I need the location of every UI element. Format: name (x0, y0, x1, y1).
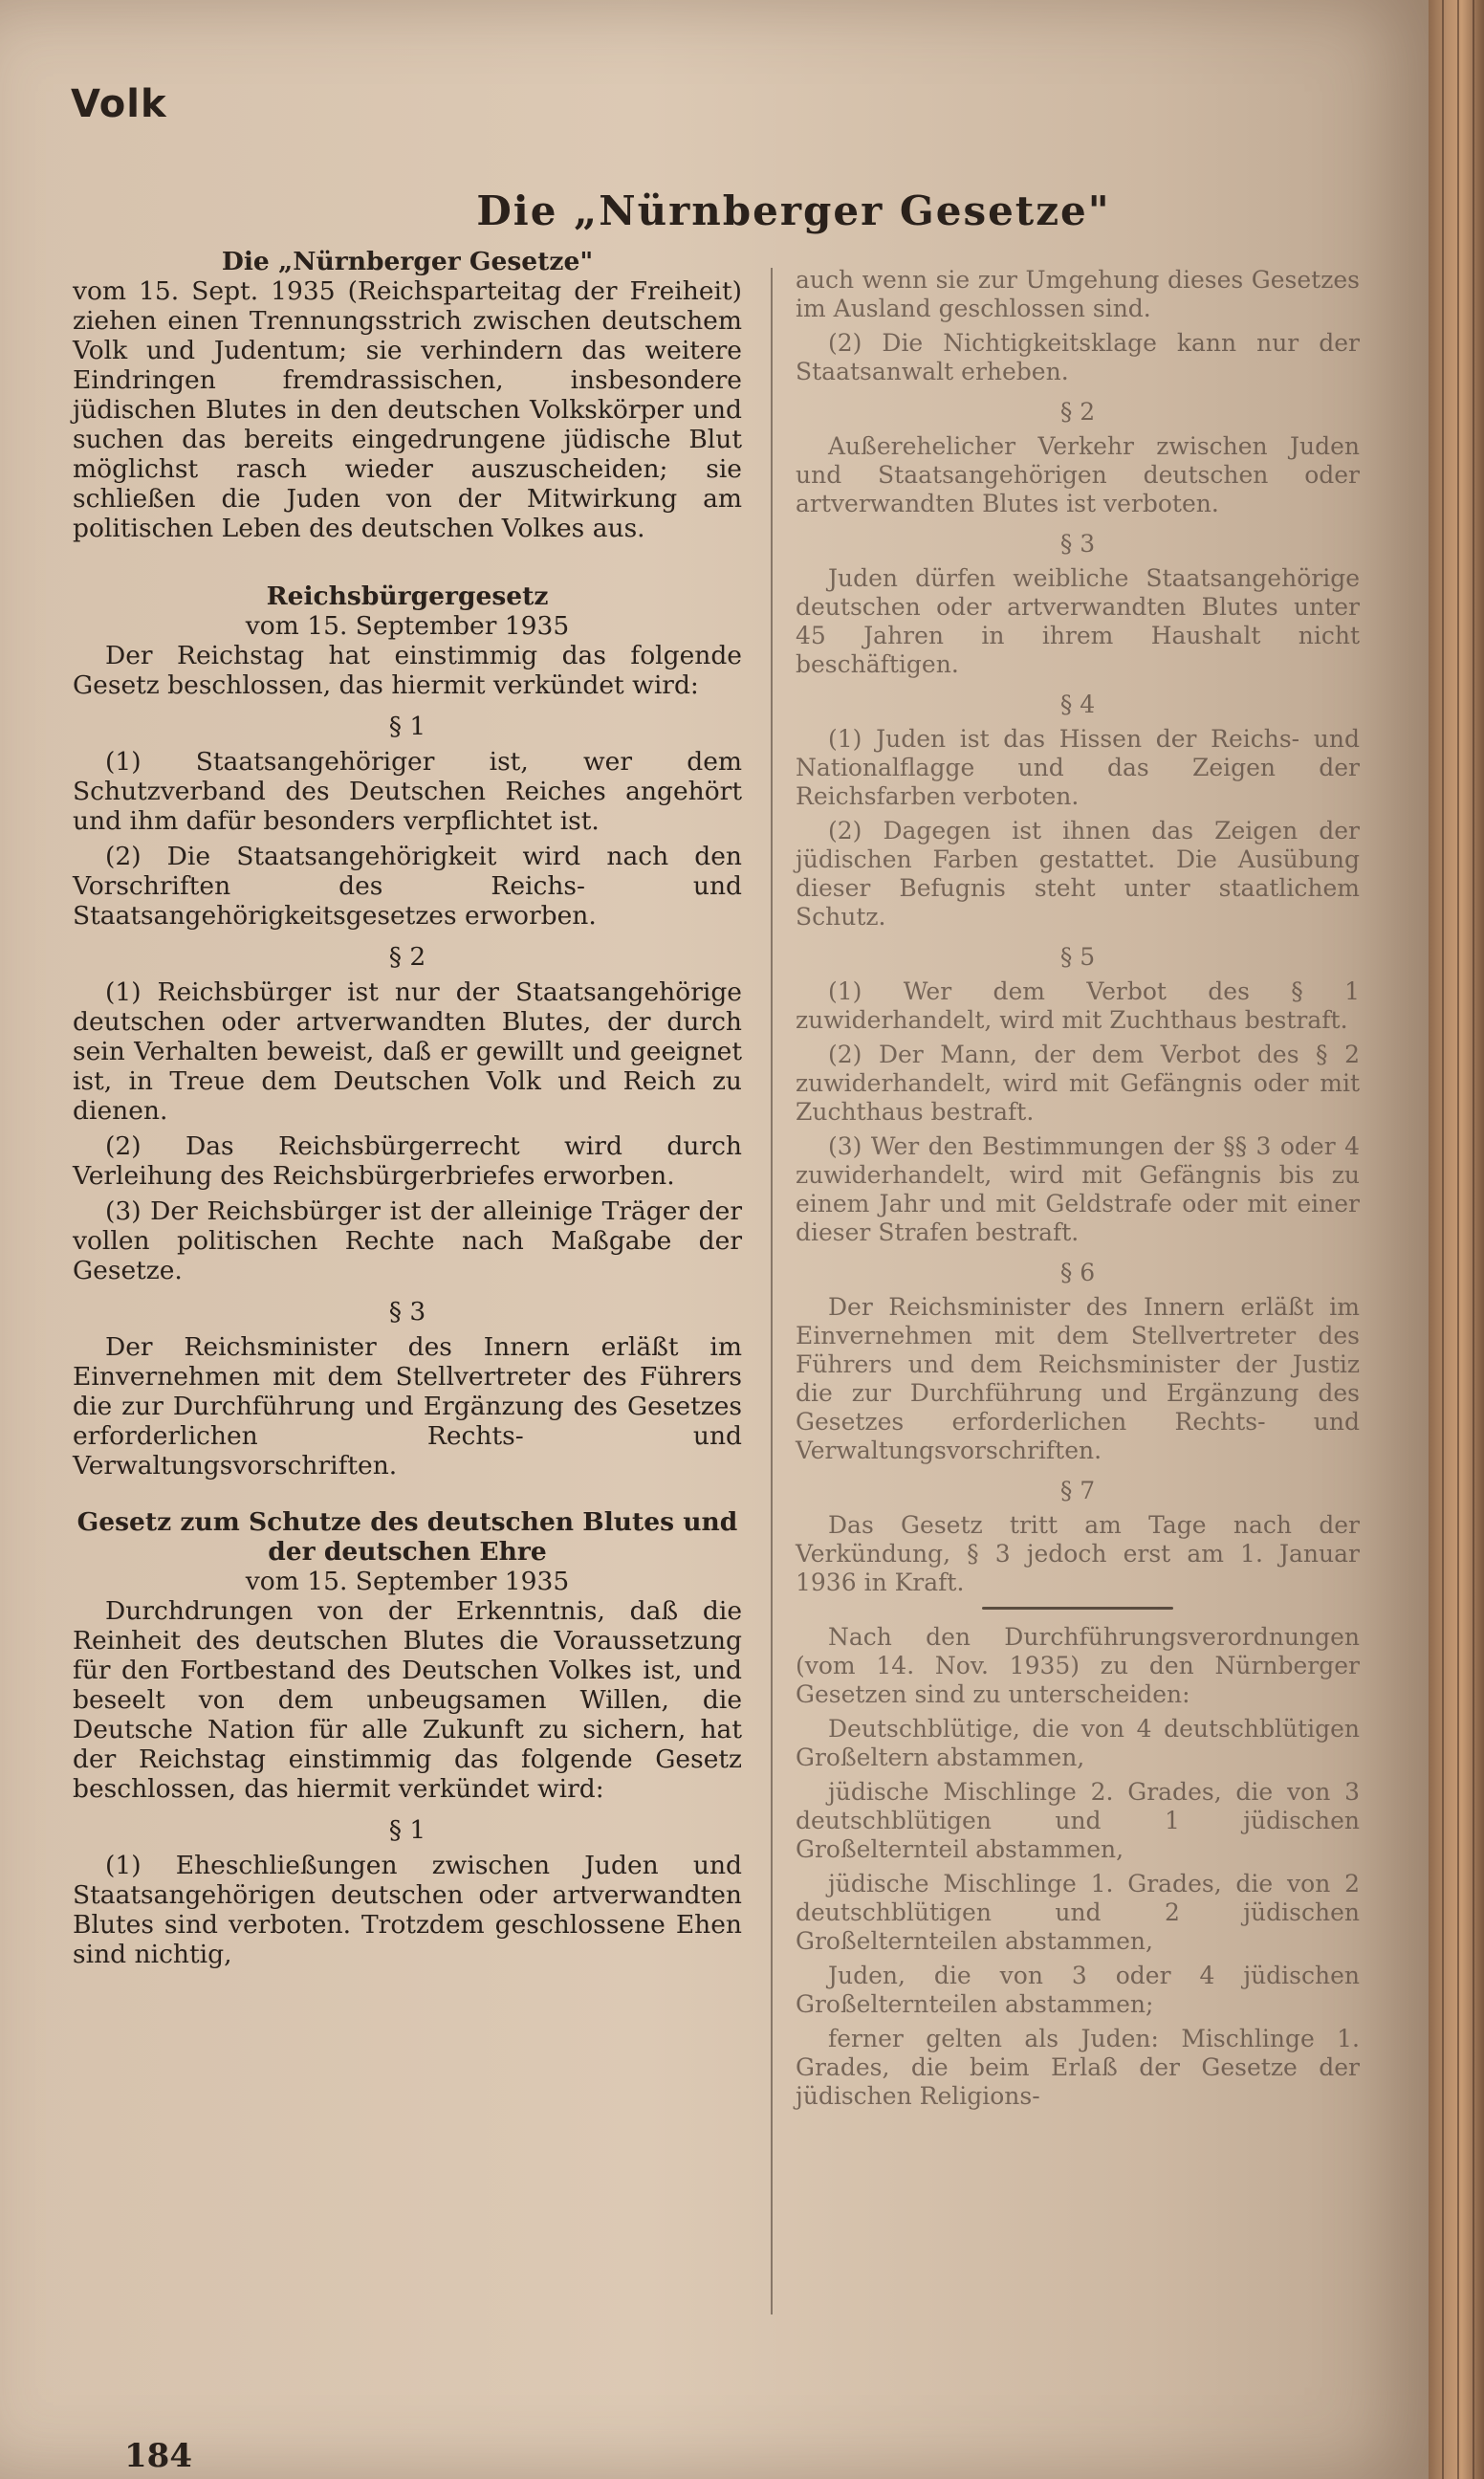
section-heading: § 3 (1059, 530, 1096, 558)
right-column (796, 266, 1360, 2117)
running-header: Volk (71, 82, 167, 126)
law-title: Gesetz zum Schutze des deutschen Blutes und der deutschen Ehre (76, 1507, 738, 1567)
paragraph: auch wenn sie zur Umgehung dieses Gesetzes im Ausland geschlossen sind. (796, 266, 1360, 322)
separator-rule (982, 1607, 1173, 1610)
section-heading: § 2 (1059, 398, 1096, 426)
paragraph: (2) Das Reichsbürgerrecht wird durch Verleihung des Reichsbürgerbriefes erworben. (73, 1131, 742, 1191)
section-heading: § 6 (1059, 1259, 1096, 1286)
left-column (73, 247, 742, 1975)
column-divider (771, 268, 773, 2314)
intro-block (73, 247, 742, 543)
law-date: vom 15. September 1935 (245, 1567, 570, 1596)
section-heading: § 7 (1059, 1477, 1096, 1504)
paragraph: Das Gesetz tritt am Tage nach der Verkündung, § 3 jedoch erst am 1. Januar 1936 in Kraft. (796, 1511, 1360, 1596)
paragraph: (1) Staatsangehöriger ist, wer dem Schutzverband des Deutschen Reiches angehört und ihm dafür besonders verpflichtet ist. (73, 747, 742, 836)
section-heading: § 4 (1059, 691, 1096, 718)
paragraph: (1) Juden ist das Hissen der Reichs- und Nationalflagge und das Zeigen der Reichsfarben verboten. (796, 725, 1360, 810)
paragraph: Juden, die von 3 oder 4 jüdischen Großelternteilen abstammen; (796, 1962, 1360, 2018)
paragraph: Deutschblütige, die von 4 deutschblütigen Großeltern abstammen, (796, 1715, 1360, 1771)
law-preamble: Durchdrungen von der Erkenntnis, daß die Reinheit des deutschen Blutes die Voraussetzung für den Fortbestand des Deutschen Volkes ist, und beseelt von dem unbeugsamen Willen, die Deutsche Nation für alle Zukunft zu sichern, hat der Reichstag einstimmig das folgende Gesetz beschlossen, das hiermit verkündet wird: (73, 1596, 742, 1804)
page-number: 184 (124, 2437, 192, 2475)
paragraph: Der Reichsminister des Innern erläßt im Einvernehmen mit dem Stellvertreter des Führers die zur Durchführung und Ergänzung des Gesetzes erforderlichen Rechts- und Verwaltungsvorschriften. (73, 1332, 742, 1481)
paragraph: jüdische Mischlinge 1. Grades, die von 2 deutschblütigen und 2 jüdischen Großelternteilen abstammen, (796, 1870, 1360, 1955)
paragraph: ferner gelten als Juden: Mischlinge 1. Grades, die beim Erlaß der Gesetze der jüdischen Religions- (796, 2025, 1360, 2110)
paragraph: jüdische Mischlinge 2. Grades, die von 3 deutschblütigen und 1 jüdischen Großelternteil abstammen, (796, 1778, 1360, 1863)
paragraph: Juden dürfen weibliche Staatsangehörige deutschen oder artverwandten Blutes unter 45 Jahren in ihrem Haushalt nicht beschäftigen. (796, 564, 1360, 678)
intro-heading: Die „Nürnberger Gesetze" (221, 247, 594, 276)
section-heading: § 1 (388, 712, 426, 741)
paragraph: (2) Dagegen ist ihnen das Zeigen der jüdischen Farben gestattet. Die Ausübung dieser Befugnis steht unter staatlichem Schutz. (796, 817, 1360, 931)
intro-text: vom 15. Sept. 1935 (Reichsparteitag der Freiheit) ziehen einen Trennungsstrich zwischen deutschem Volk und Judentum; sie verhindern das weitere Eindringen fremdrassischen, insbesondere jüdischen Blutes in den deutschen Volkskörper und suchen das bereits eingedrungene jüdische Blut möglichst rasch wieder auszuscheiden; sie schließen die Juden von der Mitwirkung am politischen Leben des deutschen Volkes aus. (73, 276, 742, 543)
paragraph: (2) Die Staatsangehörigkeit wird nach den Vorschriften des Reichs- und Staatsangehörigkeitsgesetzes erworben. (73, 842, 742, 931)
paragraph: (3) Der Reichsbürger ist der alleinige Träger der vollen politischen Rechte nach Maßgabe der Gesetze. (73, 1196, 742, 1285)
paragraph: (1) Reichsbürger ist nur der Staatsangehörige deutschen oder artverwandten Blutes, der durch sein Verhalten beweist, daß er gewillt und geeignet ist, in Treue dem Deutschen Volk und Reich zu dienen. (73, 977, 742, 1126)
paragraph: Der Reichsminister des Innern erläßt im Einvernehmen mit dem Stellvertreter des Führers und dem Reichsminister der Justiz die zur Durchführung und Ergänzung des Gesetzes erforderlichen Rechts- und Verwaltungsvorschriften. (796, 1293, 1360, 1464)
law-title: Reichsbürgergesetz (266, 581, 549, 611)
paragraph: (2) Der Mann, der dem Verbot des § 2 zuwiderhandelt, wird mit Gefängnis oder mit Zuchthaus bestraft. (796, 1041, 1360, 1126)
section-heading: § 2 (388, 942, 426, 972)
law-preamble: Der Reichstag hat einstimmig das folgende Gesetz beschlossen, das hiermit verkündet wird: (73, 641, 742, 700)
law-date: vom 15. September 1935 (245, 611, 570, 641)
paragraph: (1) Wer dem Verbot des § 1 zuwiderhandelt, wird mit Zuchthaus bestraft. (796, 977, 1360, 1034)
paragraph: (2) Die Nichtigkeitsklage kann nur der Staatsanwalt erheben. (796, 329, 1360, 385)
page-title: Die „Nürnberger Gesetze" (476, 187, 1111, 234)
section-heading: § 5 (1059, 943, 1096, 971)
section-heading: § 3 (388, 1297, 426, 1327)
paragraph: (1) Eheschließungen zwischen Juden und Staatsangehörigen deutschen oder artverwandten Blutes sind verboten. Trotzdem geschlossene Ehen sind nichtig, (73, 1851, 742, 1969)
paragraph: Außerehelicher Verkehr zwischen Juden und Staatsangehörigen deutschen oder artverwandten Blutes ist verboten. (796, 432, 1360, 517)
paragraph: (3) Wer den Bestimmungen der §§ 3 oder 4 zuwiderhandelt, wird mit Gefängnis bis zu einem Jahr und mit Geldstrafe oder mit einer dieser Strafen bestraft. (796, 1132, 1360, 1246)
section-heading: § 1 (388, 1815, 426, 1845)
book-page-edges (1429, 0, 1484, 2479)
paragraph: Nach den Durchführungsverordnungen (vom 14. Nov. 1935) zu den Nürnberger Gesetzen sind zu unterscheiden: (796, 1623, 1360, 1708)
